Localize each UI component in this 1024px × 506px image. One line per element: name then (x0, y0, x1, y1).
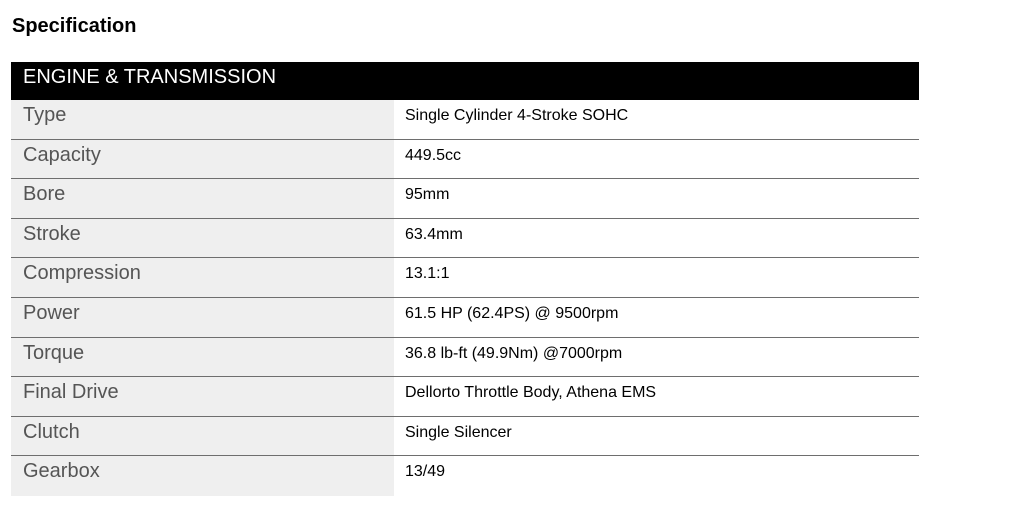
spec-row-gearbox (11, 456, 919, 496)
page-title: Specification (12, 15, 137, 37)
spec-row-power (11, 298, 919, 338)
spec-label: Capacity (11, 140, 394, 179)
spec-value: 13/49 (405, 463, 446, 481)
spec-value: Dellorto Throttle Body, Athena EMS (405, 384, 657, 402)
spec-row-torque (11, 338, 919, 378)
spec-value: 61.5 HP (62.4PS) @ 9500rpm (405, 304, 619, 322)
spec-label: Bore (11, 179, 394, 218)
spec-row-capacity (11, 140, 919, 180)
spec-value: Single Cylinder 4-Stroke SOHC (405, 107, 629, 124)
spec-row-bore (11, 179, 919, 219)
section-header: ENGINE & TRANSMISSION (11, 62, 919, 100)
spec-label: Stroke (11, 219, 394, 258)
spec-value: 95mm (405, 186, 450, 204)
spec-row-stroke (11, 219, 919, 259)
spec-value: 63.4mm (405, 225, 463, 243)
spec-label: Final Drive (11, 377, 394, 416)
spec-table (11, 62, 919, 496)
spec-label: Clutch (11, 417, 394, 456)
spec-value: 449.5cc (405, 146, 462, 164)
spec-label: Gearbox (11, 456, 394, 496)
spec-label: Power (11, 298, 394, 337)
spec-label: Type (11, 100, 394, 139)
spec-value: 13.1:1 (405, 265, 450, 283)
spec-value: Single Silencer (405, 423, 512, 441)
spec-label: Compression (11, 258, 394, 297)
spec-value: 36.8 lb-ft (49.9Nm) @7000rpm (405, 344, 623, 362)
spec-row-type (11, 100, 919, 140)
spec-row-compression (11, 258, 919, 298)
spec-row-clutch (11, 417, 919, 457)
spec-label: Torque (11, 338, 394, 377)
spec-row-final-drive (11, 377, 919, 417)
